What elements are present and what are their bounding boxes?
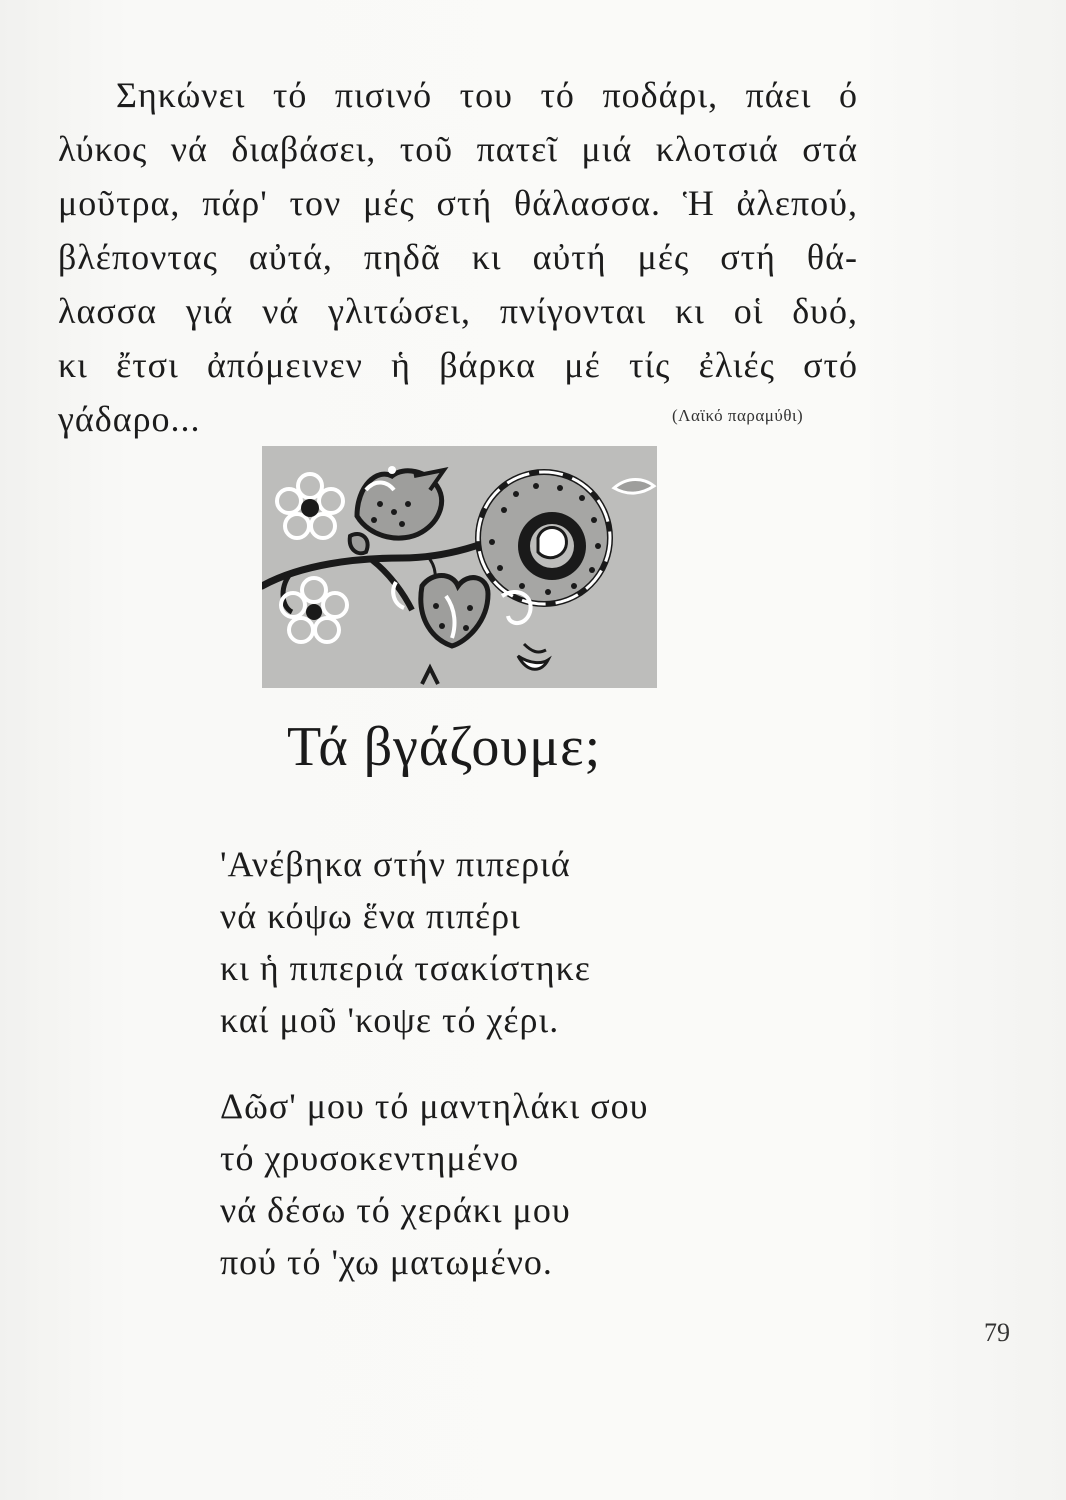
poem-stanza <box>220 1080 780 1288</box>
verse-line: Δῶσ' μου τό μαντηλάκι σου <box>220 1086 649 1126</box>
poem-stanza <box>220 838 780 1046</box>
story-ending-paragraph <box>58 68 858 446</box>
paragraph-line: κι ἔτσι ἀπόμεινεν ἡ βάρκα μέ τίς ἐλιές στό <box>58 345 858 385</box>
page-number: 79 <box>984 1318 1010 1347</box>
flower-branch-ornament <box>262 446 657 688</box>
verse-line: πού τό 'χω ματωμένο. <box>220 1242 553 1282</box>
paragraph-line: Σηκώνει τό πισινό του τό ποδάρι, πάει ό <box>116 75 858 115</box>
verse-line: 'Ανέβηκα στήν πιπεριά <box>220 844 571 884</box>
paragraph-line: μοῦτρα, πάρ' τον μές στή θάλασσα. Ἡ ἀλεπού, <box>58 183 858 223</box>
paragraph-line: λασσα γιά νά γλιτώσει, πνίγονται κι οἱ δυό, <box>58 291 858 331</box>
poem-title: Τά βγάζουμε; <box>287 716 602 778</box>
paragraph-line: βλέποντας αὐτά, πηδᾶ κι αὐτή μές στή θά- <box>58 237 858 277</box>
source-attribution: (Λαϊκό παραμύθι) <box>672 406 804 425</box>
verse-line: νά κόψω ἕνα πιπέρι <box>220 896 521 936</box>
verse-line: τό χρυσοκεντημένο <box>220 1138 520 1178</box>
verse-line: κι ἡ πιπεριά τσακίστηκε <box>220 948 591 988</box>
verse-line: καί μοῦ 'κοψε τό χέρι. <box>220 1000 560 1040</box>
flower-branch-icon <box>262 446 657 688</box>
paragraph-line: λύκος νά διαβάσει, τοῦ πατεῖ μιά κλοτσιά στά <box>58 129 858 169</box>
verse-line: νά δέσω τό χεράκι μου <box>220 1190 571 1230</box>
paragraph-line: γάδαρο... <box>58 399 201 439</box>
